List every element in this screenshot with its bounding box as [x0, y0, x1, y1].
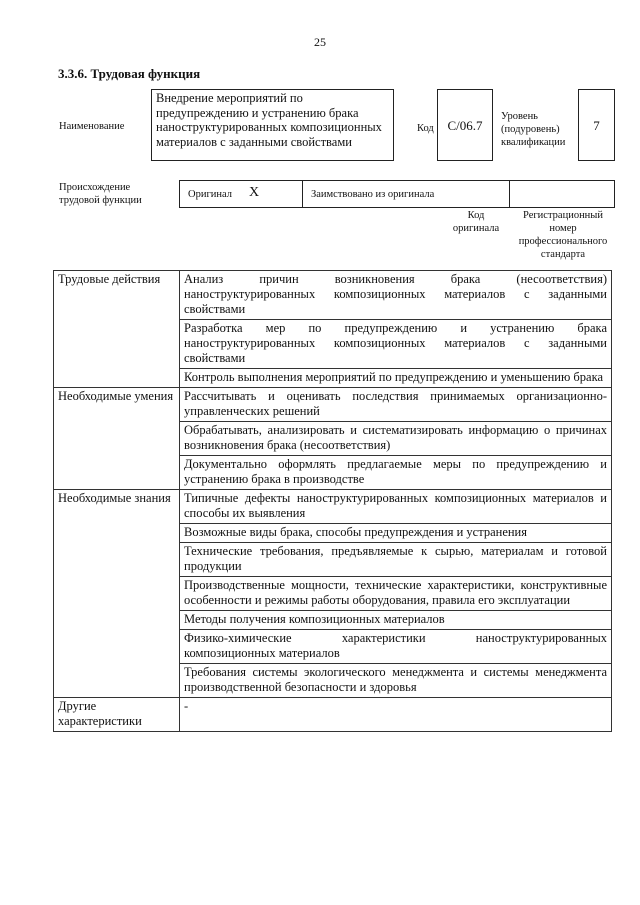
level-label: Уровень (подуровень) квалификации — [501, 111, 566, 148]
category-cell: Необходимые знания — [54, 490, 180, 524]
table-item: Возможные виды брака, способы предупреждения и устранения — [180, 524, 612, 543]
reg-number-label: Регистрационный номер профессионального стандарта — [518, 210, 608, 260]
code-value: C/06.7 — [437, 89, 493, 161]
table-item: Разработка мер по предупреждению и устранению брака наноструктурированных композиционных материалов с заданными свойствами — [180, 320, 612, 369]
table-item: Требования системы экологического менеджмента и системы менеджмента производственной безопасности и здоровья — [180, 664, 612, 698]
original-cell — [179, 180, 303, 208]
table-item: Обрабатывать, анализировать и систематизировать информацию о причинах возникновения брака (несоответствия) — [180, 422, 612, 456]
category-cell: Трудовые действия — [54, 271, 180, 320]
original-mark: X — [249, 185, 260, 200]
original-label: Оригинал — [188, 189, 232, 200]
category-cell: Другие характеристики — [54, 698, 180, 732]
borrowed-cell — [302, 180, 510, 208]
name-label: Наименование — [59, 121, 125, 132]
table-item: Анализ причин возникновения брака (несоответствия) наноструктурированных композиционных материалов с заданными свойствами — [180, 271, 612, 320]
code-original-label: Код оригинала — [452, 210, 500, 234]
table-item: Рассчитывать и оценивать последствия принимаемых организационно-управленческих решений — [180, 388, 612, 422]
table-item: - — [180, 698, 612, 732]
level-value: 7 — [578, 89, 615, 161]
reg-number-cell — [509, 180, 615, 208]
origin-label: Происхождение трудовой функции — [59, 182, 142, 206]
table-item: Контроль выполнения мероприятий по предупреждению и уменьшению брака — [180, 369, 612, 388]
section-title: 3.3.6. Трудовая функция — [58, 66, 201, 81]
category-cell: Необходимые умения — [54, 388, 180, 422]
name-value: Внедрение мероприятий по предупреждению и устранению брака наноструктурированных композиционных материалов с заданными свойствами — [151, 89, 394, 161]
borrowed-label: Заимствовано из оригинала — [311, 189, 435, 200]
table-item: Документально оформлять предлагаемые меры по предупреждению и устранению брака в производстве — [180, 456, 612, 490]
table-item: Типичные дефекты наноструктурированных композиционных материалов и способы их выявления — [180, 490, 612, 524]
page-number: 25 — [314, 35, 326, 49]
table-item: Методы получения композиционных материалов — [180, 611, 612, 630]
table-item: Производственные мощности, технические характеристики, конструктивные особенности и режимы работы оборудования, правила его эксплуатации — [180, 577, 612, 611]
table-item: Физико-химические характеристики наноструктурированных композиционных материалов — [180, 630, 612, 664]
labor-function-table — [53, 270, 612, 732]
code-label: Код — [417, 123, 434, 134]
table-item: Технические требования, предъявляемые к сырью, материалам и готовой продукции — [180, 543, 612, 577]
